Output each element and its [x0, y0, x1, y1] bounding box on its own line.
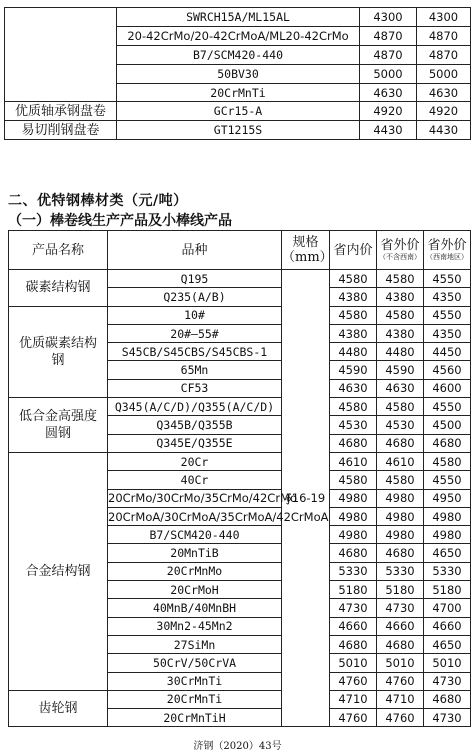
price-cell: 4550: [424, 398, 471, 416]
price-cell: 5330: [377, 562, 424, 580]
price-cell: 4550: [424, 306, 471, 324]
header-out-province-label: 省外价: [380, 238, 420, 253]
table-row: [5, 64, 471, 83]
price-cell: 4580: [330, 398, 377, 416]
price-cell: 4630: [330, 379, 377, 397]
grade-cell: CF53: [108, 379, 282, 397]
price-cell: 4920: [417, 102, 471, 121]
price-cell: 4580: [377, 398, 424, 416]
document-footer: 济钢（2020）43号: [193, 741, 282, 752]
price-cell: 4730: [424, 709, 471, 727]
price-cell: 5010: [377, 654, 424, 672]
header-product-name: 产品名称: [9, 231, 108, 270]
grade-cell: B7/SCM420-440: [108, 526, 282, 544]
grade-cell: 50CrV/50CrVA: [108, 654, 282, 672]
price-cell: 4300: [360, 8, 417, 27]
header-grade: 品种: [108, 231, 282, 270]
grade-cell: B7/SCM420-440: [117, 45, 360, 64]
price-cell: 4980: [424, 526, 471, 544]
grade-cell: 20CrMnTiH: [108, 709, 282, 727]
price-cell: 5180: [424, 581, 471, 599]
table-row: [9, 306, 471, 324]
grade-cell: 20MnTiB: [108, 544, 282, 562]
price-cell: 4660: [377, 617, 424, 635]
table-row: [9, 452, 471, 470]
price-cell: 4710: [377, 690, 424, 708]
header-in-province: 省内价: [330, 231, 377, 270]
grade-cell: 30CrMnTi: [108, 672, 282, 690]
grade-cell: S45CB/S45CBS/S45CBS-1: [108, 343, 282, 361]
price-cell: 4680: [424, 434, 471, 452]
grade-cell: 20CrMnTi: [108, 690, 282, 708]
price-cell: 4980: [377, 526, 424, 544]
category-cell: [5, 83, 117, 102]
price-cell: 4730: [424, 672, 471, 690]
table-row: [9, 398, 471, 416]
price-cell: 4380: [377, 324, 424, 342]
grade-cell: 30Mn2-45Mn2: [108, 617, 282, 635]
price-cell: 4870: [360, 26, 417, 45]
price-cell: 4700: [424, 599, 471, 617]
product-name-cell: 低合金高强度圆钢: [9, 398, 108, 453]
price-cell: 4980: [330, 526, 377, 544]
category-cell: 易切削钢盘卷: [5, 121, 117, 140]
wire-rod-price-table: [4, 7, 471, 140]
grade-cell: 20CrMoH: [108, 581, 282, 599]
price-cell: 4590: [330, 361, 377, 379]
grade-cell: GT1215S: [117, 121, 360, 140]
header-spec: [282, 231, 333, 270]
header-spec-line2: （mm）: [282, 250, 333, 265]
price-cell: 4650: [424, 544, 471, 562]
price-cell: 4450: [424, 343, 471, 361]
product-name-cell: 合金结构钢: [9, 452, 108, 690]
price-cell: 4580: [424, 452, 471, 470]
table-row: [5, 45, 471, 64]
grade-cell: 10#: [108, 306, 282, 324]
price-cell: 4580: [377, 270, 424, 288]
product-name-cell: 碳素结构钢: [9, 270, 108, 307]
category-cell: 优质轴承钢盘卷: [5, 102, 117, 121]
price-cell: 4980: [377, 489, 424, 507]
category-cell: [5, 64, 117, 83]
price-cell: 4870: [417, 26, 471, 45]
price-cell: 4680: [424, 690, 471, 708]
price-cell: 4610: [330, 452, 377, 470]
price-cell: 4380: [330, 288, 377, 306]
price-cell: 4710: [330, 690, 377, 708]
price-cell: 4430: [417, 121, 471, 140]
header-out-province-southwest: [424, 231, 471, 270]
grade-cell: 20CrMnMo: [108, 562, 282, 580]
price-cell: 4660: [330, 617, 377, 635]
price-cell: 4870: [417, 45, 471, 64]
price-cell: 4680: [377, 544, 424, 562]
header-spec-line1: 规格: [292, 235, 319, 250]
price-cell: 4650: [424, 635, 471, 653]
category-cell: [5, 26, 117, 45]
price-cell: 4430: [360, 121, 417, 140]
header-out-province2-note: （西南地区）: [426, 253, 468, 261]
price-cell: 4980: [330, 489, 377, 507]
table-row: [5, 8, 471, 27]
grade-cell: Q345E/Q355E: [108, 434, 282, 452]
price-cell: 4760: [377, 709, 424, 727]
grade-cell: Q195: [108, 270, 282, 288]
price-cell: 4610: [377, 452, 424, 470]
price-cell: 4980: [330, 507, 377, 525]
price-cell: 5000: [360, 64, 417, 83]
table-row: [5, 121, 471, 140]
price-cell: 5010: [424, 654, 471, 672]
header-out-province: [377, 231, 424, 270]
price-cell: 4660: [424, 617, 471, 635]
price-cell: 4580: [330, 471, 377, 489]
grade-cell: 40MnB/40MnBH: [108, 599, 282, 617]
grade-cell: 50BV30: [117, 64, 360, 83]
section-title: 二、优特钢棒材类（元/吨）: [8, 193, 188, 209]
price-cell: 4580: [330, 306, 377, 324]
price-cell: 4980: [377, 507, 424, 525]
product-name-cell: 齿轮钢: [9, 690, 108, 727]
header-out-province-note: （不含西南）: [379, 253, 421, 261]
table-row: [5, 26, 471, 45]
price-cell: 4580: [377, 471, 424, 489]
table-row: [5, 102, 471, 121]
price-cell: 4480: [377, 343, 424, 361]
price-cell: 5330: [330, 562, 377, 580]
price-cell: 5000: [417, 64, 471, 83]
price-cell: 4760: [377, 672, 424, 690]
price-cell: 4730: [377, 599, 424, 617]
price-cell: 4630: [377, 379, 424, 397]
price-cell: 4590: [377, 361, 424, 379]
product-name-cell: 优质碳素结构钢: [9, 306, 108, 397]
price-cell: 4550: [424, 471, 471, 489]
grade-cell: 27SiMn: [108, 635, 282, 653]
grade-cell: GCr15-A: [117, 102, 360, 121]
price-cell: 4680: [377, 635, 424, 653]
table-row: [5, 83, 471, 102]
price-cell: 4380: [377, 288, 424, 306]
price-cell: 4950: [424, 489, 471, 507]
sub-title: （一）棒卷线生产产品及小棒线产品: [8, 213, 232, 229]
grade-cell: Q345B/Q355B: [108, 416, 282, 434]
price-cell: 4630: [360, 83, 417, 102]
price-cell: 4680: [377, 434, 424, 452]
header-out-province2-label: 省外价: [427, 238, 467, 253]
price-cell: 4550: [424, 270, 471, 288]
table-header-row: [9, 231, 471, 270]
grade-cell: 65Mn: [108, 361, 282, 379]
price-cell: 5180: [330, 581, 377, 599]
category-cell: [5, 45, 117, 64]
price-cell: 4920: [360, 102, 417, 121]
price-cell: 4560: [424, 361, 471, 379]
grade-cell: 20Cr: [108, 452, 282, 470]
price-cell: 4680: [330, 434, 377, 452]
price-cell: 5010: [330, 654, 377, 672]
grade-cell: 20-42CrMo/20-42CrMoA/ML20-42CrMo: [117, 26, 360, 45]
price-cell: 5180: [377, 581, 424, 599]
price-cell: 4580: [377, 306, 424, 324]
table-row: [9, 270, 471, 288]
bar-price-table: [8, 230, 471, 727]
price-cell: 4730: [330, 599, 377, 617]
price-cell: 4380: [330, 324, 377, 342]
grade-cell: Q235(A/B): [108, 288, 282, 306]
grade-cell: 20CrMnTi: [117, 83, 360, 102]
price-cell: 5330: [424, 562, 471, 580]
price-cell: 4480: [330, 343, 377, 361]
price-cell: 4500: [424, 416, 471, 434]
price-cell: 4760: [330, 672, 377, 690]
grade-cell: 20CrMo/30CrMo/35CrMo/42CrMo: [108, 489, 282, 507]
price-cell: 4530: [377, 416, 424, 434]
grade-cell: 20CrMoA/30CrMoA/35CrMoA/42CrMoA: [108, 507, 282, 525]
price-cell: 4350: [424, 288, 471, 306]
spec-cell: ∮16-19: [282, 270, 330, 727]
price-cell: 4580: [330, 270, 377, 288]
price-cell: 4600: [424, 379, 471, 397]
grade-cell: 20#—55#: [108, 324, 282, 342]
grade-cell: 40Cr: [108, 471, 282, 489]
price-cell: 4680: [330, 635, 377, 653]
price-cell: 4630: [417, 83, 471, 102]
price-cell: 4870: [360, 45, 417, 64]
price-cell: 4980: [424, 507, 471, 525]
price-cell: 4300: [417, 8, 471, 27]
price-cell: 4350: [424, 324, 471, 342]
price-cell: 4680: [330, 544, 377, 562]
category-cell: [5, 8, 117, 27]
grade-cell: Q345(A/C/D)/Q355(A/C/D): [108, 398, 282, 416]
grade-cell: SWRCH15A/ML15AL: [117, 8, 360, 27]
price-cell: 4760: [330, 709, 377, 727]
table-row: [9, 690, 471, 708]
price-cell: 4530: [330, 416, 377, 434]
